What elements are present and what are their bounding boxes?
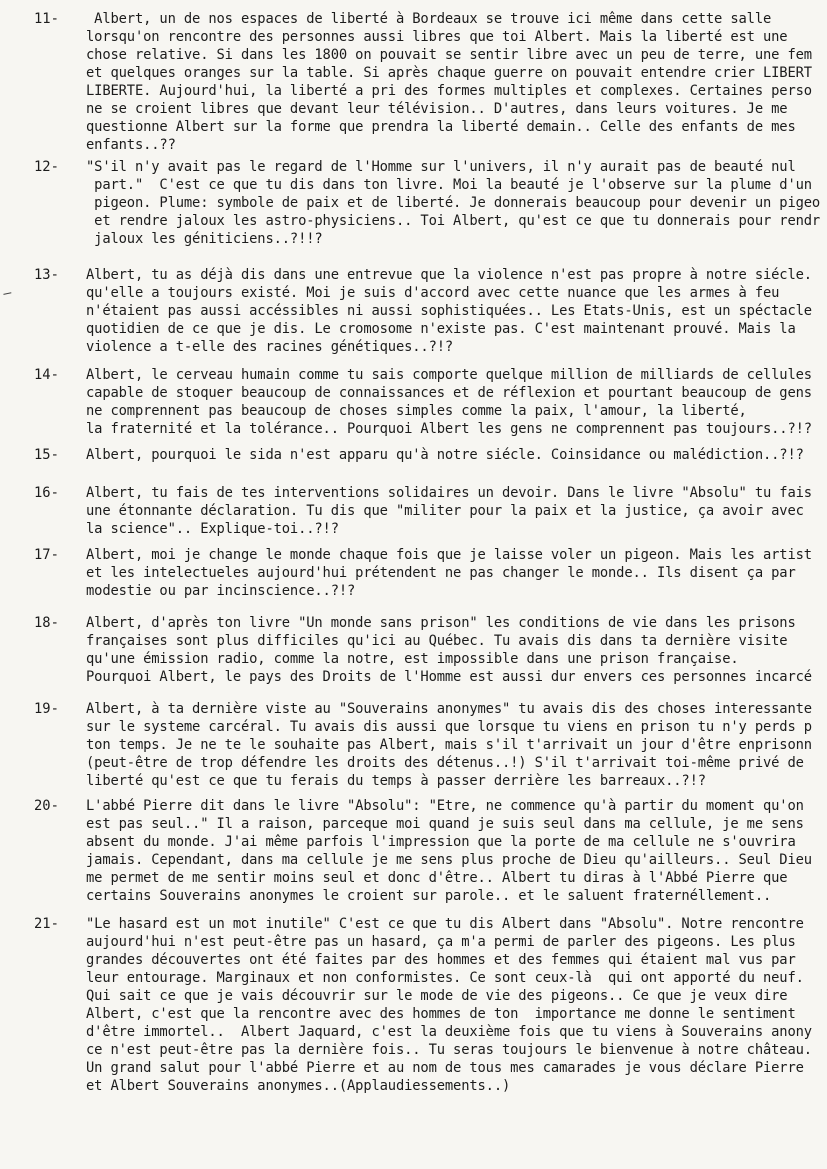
question-number: 20- <box>34 798 59 814</box>
text-line: enfants..?? <box>86 137 176 153</box>
text-line: Qui sait ce que je vais découvrir sur le mode de vie des pigeons.. Ce que je veux dire <box>86 988 788 1004</box>
question-number: 21- <box>34 916 59 932</box>
text-line: grandes découvertes ont été faites par des hommes et des femmes qui étaient mal vus par <box>86 952 796 968</box>
text-line: Albert, d'après ton livre "Un monde sans prison" les conditions de vie dans les prisons <box>86 615 796 631</box>
text-line: Pourquoi Albert, le pays des Droits de l'Homme est aussi dur envers ces personnes incarcé <box>86 669 812 685</box>
question-number: 17- <box>34 547 59 563</box>
text-line: est pas seul.." Il a raison, parceque moi quand je suis seul dans ma cellule, je me sens <box>86 816 804 832</box>
text-line: Albert, tu fais de tes interventions solidaires un devoir. Dans le livre "Absolu" tu fais <box>86 485 812 501</box>
text-line: leur entourage. Marginaux et non conformistes. Ce sont ceux-là qui ont apporté du neuf. <box>86 970 804 986</box>
text-line: et quelques oranges sur la table. Si après chaque guerre on pouvait entendre crier LIBERT <box>86 65 812 81</box>
text-line: me permet de me sentir moins seul et donc d'être.. Albert tu diras à l'Abbé Pierre que <box>86 870 788 886</box>
text-line: Albert, tu as déjà dis dans une entrevue que la violence n'est pas propre à notre siécle. <box>86 267 812 283</box>
text-line: Albert, moi je change le monde chaque fois que je laisse voler un pigeon. Mais les artist <box>86 547 812 563</box>
question-number: 16- <box>34 485 59 501</box>
text-line: et les intelectueles aujourd'hui prétendent ne pas changer le monde.. Ils disent ça par <box>86 565 796 581</box>
text-line: la fraternité et la tolérance.. Pourquoi Albert les gens ne comprennent pas toujours..?!? <box>86 421 812 437</box>
text-line: ne comprennent pas beaucoup de choses simples comme la paix, l'amour, la liberté, <box>86 403 747 419</box>
question-number: 11- <box>34 11 59 27</box>
text-line: part." C'est ce que tu dis dans ton livre. Moi la beauté je l'observe sur la plume d'un <box>86 177 812 193</box>
text-line: jamais. Cependant, dans ma cellule je me sens plus proche de Dieu qu'ailleurs.. Seul Dieu <box>86 852 812 868</box>
text-line: Albert, à ta dernière viste au "Souverains anonymes" tu avais dis des choses interessante <box>86 701 812 717</box>
question-number: 12- <box>34 159 59 175</box>
text-line: ne se croient libres que devant leur télévision.. D'autres, dans leurs voitures. Je me <box>86 101 788 117</box>
text-line: jaloux les géniticiens..?!!? <box>86 231 323 247</box>
text-line: et Albert Souverains anonymes..(Applaudiessements..) <box>86 1078 511 1094</box>
text-line: "S'il n'y avait pas le regard de l'Homme sur l'univers, il n'y aurait pas de beauté nul <box>86 159 796 175</box>
text-line: Un grand salut pour l'abbé Pierre et au nom de tous mes camarades je vous déclare Pierre <box>86 1060 804 1076</box>
text-line: certains Souverains anonymes le croient sur parole.. et le saluent fraternéllement.. <box>86 888 772 904</box>
text-line: modestie ou par incinscience..?!? <box>86 583 356 599</box>
text-line: chose relative. Si dans les 1800 on pouvait se sentir libre avec un peu de terre, une fem <box>86 47 812 63</box>
text-line: et rendre jaloux les astro-physiciens.. Toi Albert, qu'est ce que tu donnerais pour rendr <box>86 213 821 229</box>
text-line: questionne Albert sur la forme que prendra la liberté demain.. Celle des enfants de mes <box>86 119 796 135</box>
text-line: d'être immortel.. Albert Jaquard, c'est la deuxième fois que tu viens à Souverains anony <box>86 1024 812 1040</box>
text-line: quotidien de ce que je dis. Le cromosome n'existe pas. C'est maintenant prouvé. Mais la <box>86 321 796 337</box>
text-line: une étonnante déclaration. Tu dis que "militer pour la paix et la justice, ça avoir avec <box>86 503 804 519</box>
text-line: capable de stoquer beaucoup de connaissances et de réflexion et pourtant beaucoup de gens <box>86 385 812 401</box>
text-line: LIBERTE. Aujourd'hui, la liberté a pri des formes multiples et complexes. Certaines perso <box>86 83 812 99</box>
text-line: françaises sont plus difficiles qu'ici au Québec. Tu avais dis dans ta dernière visite <box>86 633 788 649</box>
text-line: violence a t-elle des racines génétiques..?!? <box>86 339 454 355</box>
text-line: lorsqu'on rencontre des personnes aussi libres que toi Albert. Mais la liberté est une <box>86 29 788 45</box>
question-number: 14- <box>34 367 59 383</box>
text-line: absent du monde. J'ai même parfois l'impression que la porte de ma cellule ne s'ouvrira <box>86 834 796 850</box>
text-line: sur le systeme carcéral. Tu avais dis aussi que lorsque tu viens en prison tu n'y perds p <box>86 719 812 735</box>
text-line: "Le hasard est un mot inutile" C'est ce que tu dis Albert dans "Absolu". Notre rencontre <box>86 916 804 932</box>
question-number: 13- <box>34 267 59 283</box>
text-line: L'abbé Pierre dit dans le livre "Absolu": "Etre, ne commence qu'à partir du moment qu'on <box>86 798 804 814</box>
question-number: 19- <box>34 701 59 717</box>
text-line: ton temps. Je ne te le souhaite pas Albert, mais s'il t'arrivait un jour d'être enprisonn <box>86 737 812 753</box>
text-line: Albert, le cerveau humain comme tu sais comporte quelque million de milliards de cellules <box>86 367 812 383</box>
text-line: Albert, pourquoi le sida n'est apparu qu'à notre siécle. Coinsidance ou malédiction..?!? <box>86 447 804 463</box>
text-line: pigeon. Plume: symbole de paix et de liberté. Je donnerais beaucoup pour devenir un pigeo <box>86 195 821 211</box>
text-line: qu'elle a toujours existé. Moi je suis d'accord avec cette nuance que les armes à feu <box>86 285 780 301</box>
text-line: aujourd'hui n'est peut-être pas un hasard, ça m'a permi de parler des pigeons. Les plus <box>86 934 796 950</box>
text-line: (peut-être de trop défendre les droits des détenus..!) S'il t'arrivait toi-même privé de <box>86 755 804 771</box>
text-line: la science".. Explique-toi..?!? <box>86 521 339 537</box>
text-line: liberté qu'est ce que tu ferais du temps à passer derrière les barreaux..?!? <box>86 773 706 789</box>
margin-mark <box>3 292 12 301</box>
text-line: Albert, un de nos espaces de liberté à Bordeaux se trouve ici même dans cette salle <box>86 11 772 27</box>
text-line: qu'une émission radio, comme la notre, est impossible dans une prison française. <box>86 651 739 667</box>
text-line: ce n'est peut-être pas la dernière fois.. Tu seras toujours le bienvenue à notre château. <box>86 1042 812 1058</box>
question-number: 18- <box>34 615 59 631</box>
text-line: n'étaient pas aussi accéssibles ni aussi sophistiquées.. Les Etats-Unis, est un spéctacle <box>86 303 812 319</box>
text-line: Albert, c'est que la rencontre avec des hommes de ton importance me donne le sentiment <box>86 1006 796 1022</box>
question-number: 15- <box>34 447 59 463</box>
